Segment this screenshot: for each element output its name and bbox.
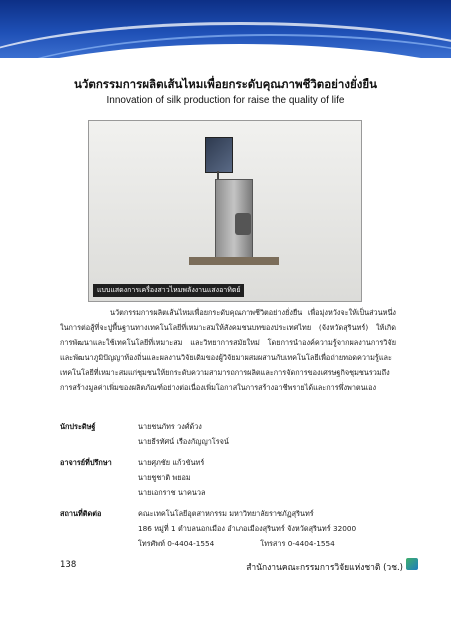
contact-phone: โทรศัพท์ 0-4404-1554	[138, 539, 215, 548]
invention-photo	[88, 120, 362, 302]
advisor-name: นายเอกราช นาคนวล	[138, 488, 206, 497]
advisors-label: อาจารย์ที่ปรึกษา	[60, 458, 112, 467]
machine-base	[189, 257, 279, 265]
solar-panel-icon	[205, 137, 233, 173]
footer-organization: สำนักงานคณะกรรมการวิจัยแห่งชาติ (วช.)	[246, 563, 403, 573]
page-title-thai: นวัตกรรมการผลิตเส้นไหมเพื่อยกระดับคุณภาพชีวิตอย่างยั่งยืน	[74, 77, 377, 91]
nrct-logo-icon	[406, 558, 418, 570]
inventor-name: นายธีรทัศน์ เรืองกัญญาโรจน์	[138, 437, 229, 446]
page-number: 138	[60, 560, 77, 570]
info-section	[60, 419, 400, 551]
inventors-label: นักประดิษฐ์	[60, 422, 96, 431]
header-decoration-band	[0, 0, 451, 58]
contact-org: คณะเทคโนโลยีอุตสาหกรรม มหาวิทยาลัยราชภัฏสุรินทร์	[138, 509, 314, 518]
contact-fax: โทรสาร 0-4404-1554	[260, 539, 335, 548]
contact-row	[60, 506, 400, 551]
page-title-english: Innovation of silk production for raise the quality of life	[106, 95, 345, 106]
advisor-name: นายศุภชัย แก้วขันทร์	[138, 458, 205, 467]
contact-address: 186 หมู่ที่ 1 ตำบลนอกเมือง อำเภอเมืองสุรินทร์ จังหวัดสุรินทร์ 32000	[138, 524, 357, 533]
photo-caption: แบบแสดงการเครื่องสาวไหมพลังงานแสงอาทิตย์	[93, 284, 244, 297]
contact-label: สถานที่ติดต่อ	[60, 509, 102, 518]
inventors-row	[60, 419, 400, 449]
inventor-name: นายชนภัทร วงศ์ด้วง	[138, 422, 202, 431]
description-paragraph: นวัตกรรมการผลิตเส้นไหมเพื่อยกระดับคุณภาพชีวิตอย่างยั่งยืน เพื่อมุ่งหวังจะให้เป็นส่วนหนึ่งในการต่อสู้ที่จะปูพื้นฐานทางเทคโนโลยีที่เหมาะสมให้สังคมชนบทของประเทศไทย (จังหวัดสุรินทร์) ให้เกิดการพัฒนาและใช้เทคโนโลยีที่เหมาะสม และวิทยาการสมัยใหม่ โดยการนำองค์ความรู้จากผลงานการวิจัยและพัฒนาภูมิปัญญาท้องถิ่นและผลงานวิจัยเดิมของผู้วิจัยมาผสมผสานกับเทคโนโลยีเพื่อถ่ายทอดความรู้และเทคโนโลยีที่เหมาะสมแก่ชุมชนให้ยกระดับความสามารถการผลิตและการจัดการของเศรษฐกิจชุมชนรวมถึงการสร้างมูลค่าเพิ่มของผลิตภัณฑ์อย่างต่อเนื่องเพิ่มโอกาสในการสร้างอาชีพรายได้และการพึ่งพาตนเอง	[60, 308, 396, 392]
machine-motor	[235, 213, 251, 235]
advisor-name: นายชูชาติ พยอม	[138, 473, 191, 482]
advisors-row	[60, 455, 400, 500]
